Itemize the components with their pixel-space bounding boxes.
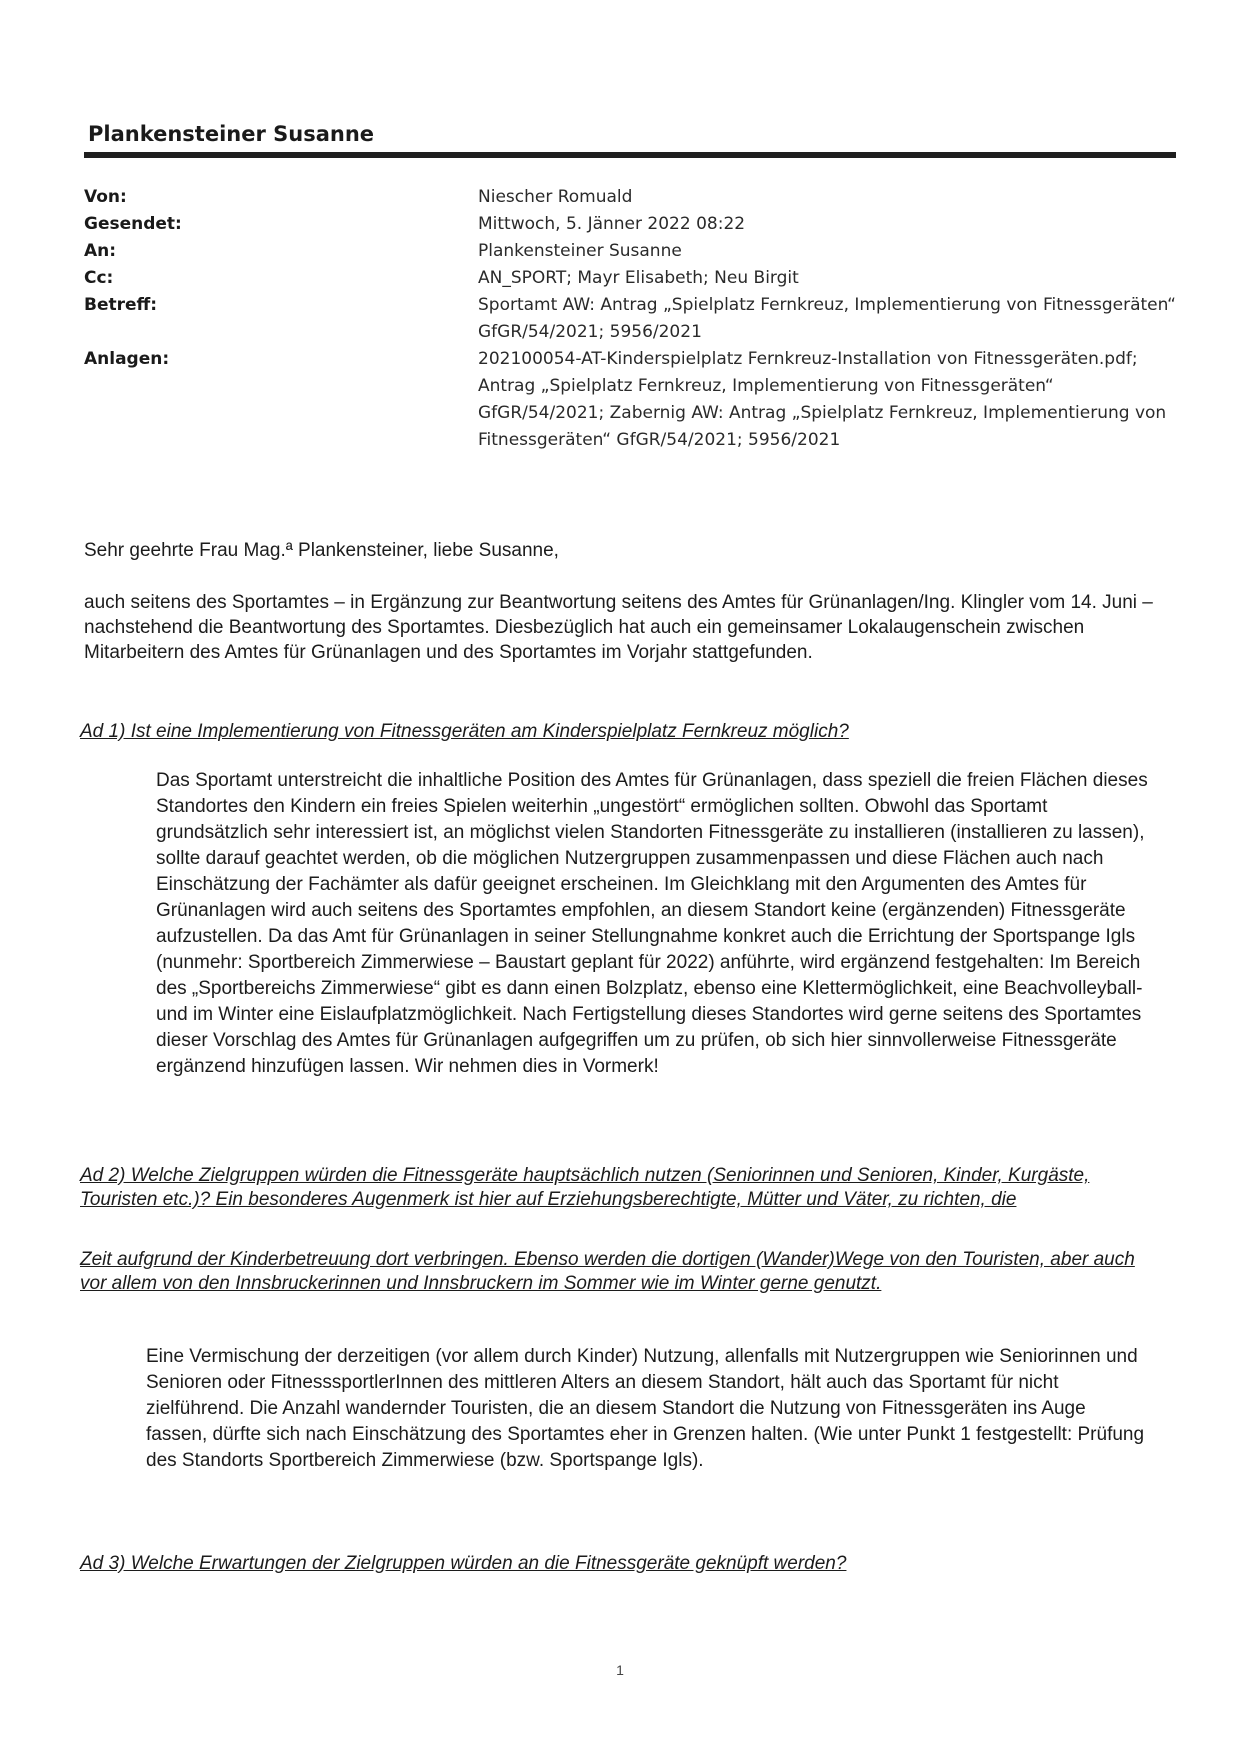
salutation: Sehr geehrte Frau Mag.ª Plankensteiner, liebe Susanne, bbox=[84, 540, 559, 561]
header-label: Cc: bbox=[84, 268, 114, 288]
answer-2: Eine Vermischung der derzeitigen (vor allem durch Kinder) Nutzung, allenfalls mit Nutzergruppen wie Seniorinnen und Senioren oder FitnesssportlerInnen des mittleren Alters an diesem Standort, hält auch das Sportamt für nicht zielführend. Die Anzahl wandernder Touristen, die an diesem Standort die Nutzung von Fitnessgeräten ins Auge fassen, dürfte sich nach Einschätzung des Sportamtes eher in Grenzen halten. (Wie unter Punkt 1 festgestellt: Prüfung des Standorts Sportbereich Zimmerwiese (bzw. Sportspange Igls). bbox=[146, 1346, 1145, 1471]
question-2: Ad 2) Welche Zielgruppen würden die Fitnessgeräte hauptsächlich nutzen (Seniorinnen und Senioren, Kinder, Kurgäste, Touristen etc.)? Ein besonderes Augenmerk ist hier auf Erziehungsberechtigte, Mütter und Väter, zu richten, die bbox=[80, 1165, 1090, 1210]
sender-name-heading: Plankensteiner Susanne bbox=[88, 122, 375, 146]
answer-1: Das Sportamt unterstreicht die inhaltliche Position des Amtes für Grünanlagen, dass speziell die freien Flächen dieses Standortes den Kindern ein freies Spielen weiterhin „ungestört“ ermöglichen sollten. Obwohl das Sportamt grundsätzlich sehr interessiert ist, an möglichst vielen Standorten Fitnessgeräte zu installieren (installieren zu lassen), sollte darauf geachtet werden, ob die möglichen Nutzergruppen zusammenpassen und diese Flächen auch nach Einschätzung der Fachämter als dafür geeignet erscheinen. Im Gleichklang mit den Argumenten des Amtes für Grünanlagen wird auch seitens des Sportamtes empfohlen, an diesem Standort keine (ergänzenden) Fitnessgeräte aufzustellen. Da das Amt für Grünanlagen in seiner Stellungnahme konkret auch die Errichtung der Sportspange Igls (nunmehr: Sportbereich Zimmerwiese – Baustart geplant für 2022) anführte, wird ergänzend festgehalten: Im Bereich des „Sportbereichs Zimmerwiese“ gibt es dann einen Bolzplatz, ebenso eine Klettermöglichkeit, eine Beachvolleyball- und im Winter eine Eislaufplatzmöglichkeit. Nach Fertigstellung dieses Standortes wird gerne seitens des Sportamtes dieser Vorschlag des Amtes für Grünanlagen aufgegriffen um zu prüfen, ob sich hier sinnvollerweise Fitnessgeräte ergänzend hinzufügen lassen. Wir nehmen dies in Vormerk! bbox=[156, 770, 1148, 1077]
header-row-to bbox=[84, 238, 1184, 265]
header-label: Betreff: bbox=[84, 295, 158, 315]
header-label: An: bbox=[84, 241, 117, 261]
header-divider bbox=[84, 152, 1176, 158]
header-label: Von: bbox=[84, 187, 127, 207]
header-value: Sportamt AW: Antrag „Spielplatz Fernkreuz, Implementierung von Fitnessgeräten“ GfGR/54/2021; 5956/2021 bbox=[478, 295, 1176, 342]
header-row-sent bbox=[84, 211, 1184, 238]
header-value: AN_SPORT; Mayr Elisabeth; Neu Birgit bbox=[478, 268, 799, 288]
question-1: Ad 1) Ist eine Implementierung von Fitnessgeräten am Kinderspielplatz Fernkreuz möglich? bbox=[80, 721, 849, 742]
header-row-subject bbox=[84, 292, 1184, 346]
header-row-from bbox=[84, 184, 1184, 211]
header-row-cc bbox=[84, 265, 1184, 292]
header-value: 202100054-AT-Kinderspielplatz Fernkreuz-Installation von Fitnessgeräten.pdf; Antrag „Spielplatz Fernkreuz, Implementierung von Fitnessgeräten“ GfGR/54/2021; Zabernig AW: Antrag „Spielplatz Fernkreuz, Implementierung von Fitnessgeräten“ GfGR/54/2021; 5956/2021 bbox=[478, 349, 1167, 450]
header-label: Gesendet: bbox=[84, 214, 182, 234]
header-label: Anlagen: bbox=[84, 349, 170, 369]
page-number: 1 bbox=[616, 1662, 624, 1678]
header-value: Niescher Romuald bbox=[478, 187, 633, 207]
email-headers bbox=[84, 184, 1184, 454]
intro-paragraph: auch seitens des Sportamtes – in Ergänzung zur Beantwortung seitens des Amtes für Grünanlagen/Ing. Klingler vom 14. Juni – nachstehend die Beantwortung des Sportamtes. Diesbezüglich hat auch ein gemeinsamer Lokalaugenschein zwischen Mitarbeitern des Amtes für Grünanlagen und des Sportamtes im Vorjahr stattgefunden. bbox=[84, 592, 1153, 663]
header-value: Plankensteiner Susanne bbox=[478, 241, 682, 261]
question-2-continued: Zeit aufgrund der Kinderbetreuung dort verbringen. Ebenso werden die dortigen (Wander)Wege von den Touristen, aber auch vor allem von den Innsbruckerinnen und Innsbruckern im Sommer wie im Winter gerne genutzt. bbox=[80, 1249, 1135, 1294]
header-row-attachments bbox=[84, 346, 1184, 454]
question-3: Ad 3) Welche Erwartungen der Zielgruppen würden an die Fitnessgeräte geknüpft werden? bbox=[80, 1553, 847, 1574]
header-value: Mittwoch, 5. Jänner 2022 08:22 bbox=[478, 214, 746, 234]
